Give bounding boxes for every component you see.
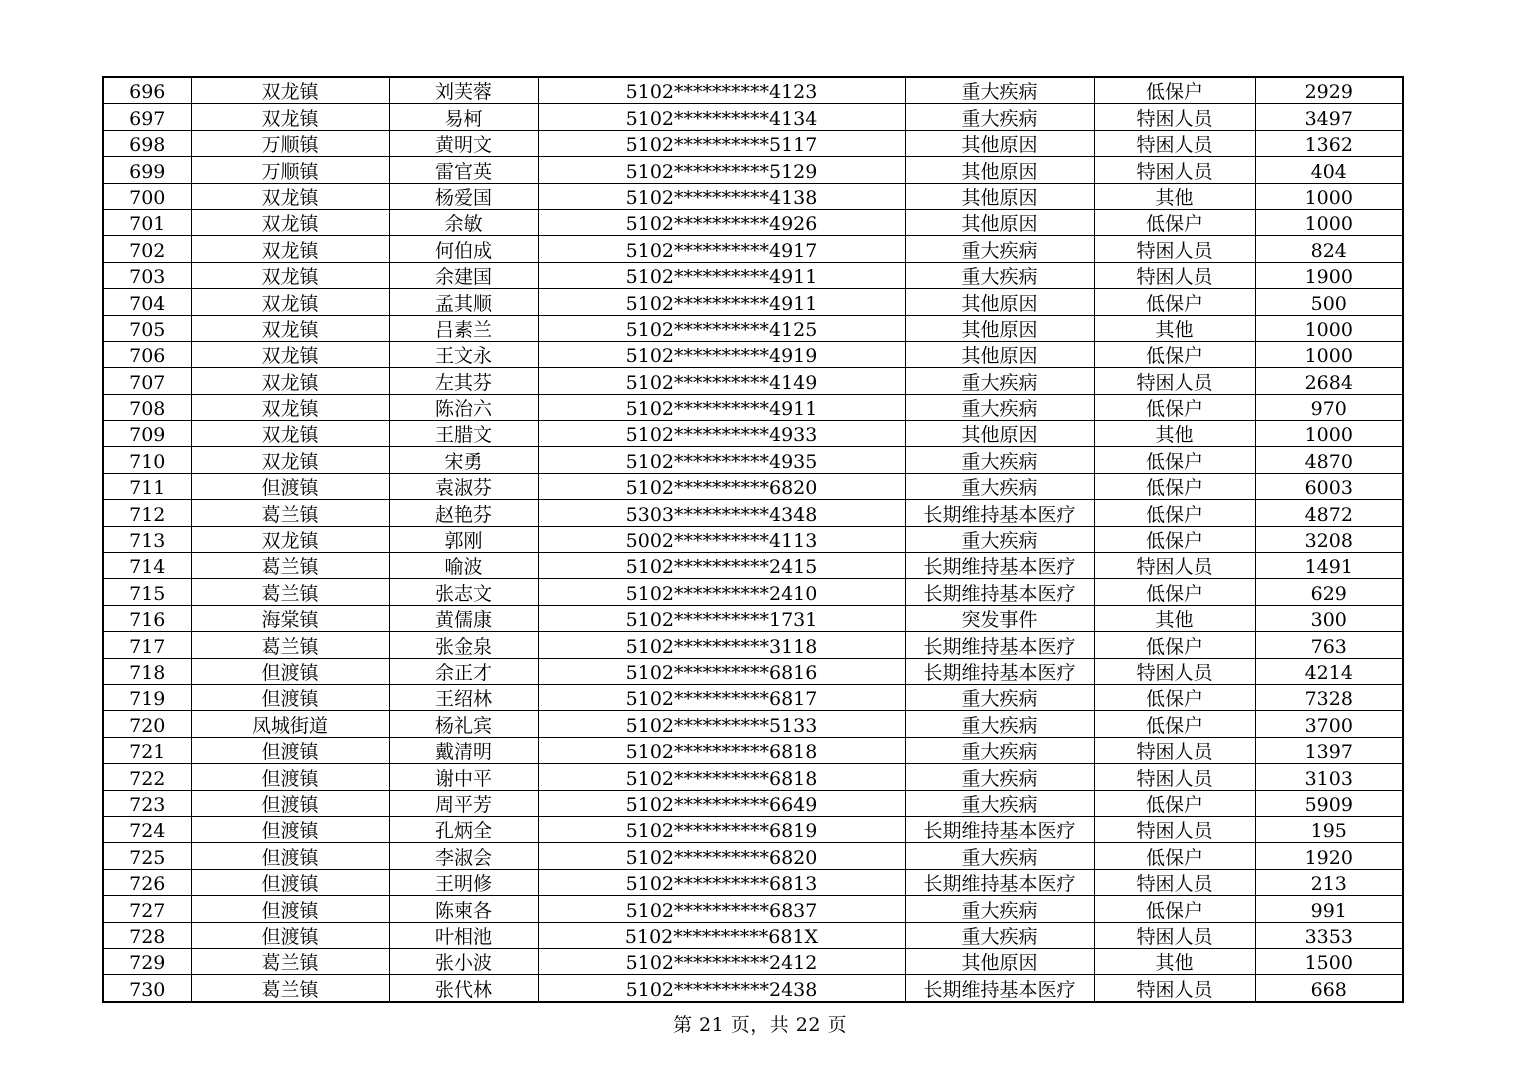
table-row (103, 209, 1403, 235)
records-table (102, 76, 1404, 1003)
row-number-cell: 696 (103, 77, 191, 104)
town-cell: 双龙镇 (191, 526, 389, 552)
reason-cell: 重大疾病 (905, 368, 1094, 394)
amount-cell: 6003 (1255, 473, 1403, 499)
id-number-cell: 5102**********3118 (538, 632, 905, 658)
category-cell: 其他 (1094, 605, 1255, 631)
name-cell: 张金泉 (389, 632, 538, 658)
row-number-cell: 707 (103, 368, 191, 394)
category-cell: 特困人员 (1094, 553, 1255, 579)
table-row (103, 473, 1403, 499)
id-number-cell: 5102**********681X (538, 922, 905, 948)
reason-cell: 重大疾病 (905, 711, 1094, 737)
reason-cell: 其他原因 (905, 130, 1094, 156)
category-cell: 特困人员 (1094, 130, 1255, 156)
amount-cell: 2684 (1255, 368, 1403, 394)
table-row (103, 262, 1403, 288)
reason-cell: 重大疾病 (905, 790, 1094, 816)
town-cell: 但渡镇 (191, 843, 389, 869)
reason-cell: 长期维持基本医疗 (905, 869, 1094, 895)
name-cell: 余正才 (389, 658, 538, 684)
amount-cell: 1900 (1255, 262, 1403, 288)
town-cell: 凤城街道 (191, 711, 389, 737)
id-number-cell: 5102**********1731 (538, 605, 905, 631)
reason-cell: 重大疾病 (905, 473, 1094, 499)
reason-cell: 其他原因 (905, 341, 1094, 367)
name-cell: 雷官英 (389, 157, 538, 183)
table-row (103, 236, 1403, 262)
row-number-cell: 717 (103, 632, 191, 658)
row-number-cell: 725 (103, 843, 191, 869)
amount-cell: 970 (1255, 394, 1403, 420)
name-cell: 黄明文 (389, 130, 538, 156)
table-row (103, 157, 1403, 183)
category-cell: 特困人员 (1094, 737, 1255, 763)
table-row (103, 684, 1403, 710)
category-cell: 低保户 (1094, 500, 1255, 526)
table-row (103, 711, 1403, 737)
name-cell: 李淑会 (389, 843, 538, 869)
category-cell: 其他 (1094, 315, 1255, 341)
reason-cell: 重大疾病 (905, 526, 1094, 552)
town-cell: 双龙镇 (191, 421, 389, 447)
id-number-cell: 5102**********5129 (538, 157, 905, 183)
table-row (103, 447, 1403, 473)
row-number-cell: 719 (103, 684, 191, 710)
amount-cell: 3353 (1255, 922, 1403, 948)
town-cell: 葛兰镇 (191, 975, 389, 1002)
id-number-cell: 5102**********6837 (538, 896, 905, 922)
table-row (103, 553, 1403, 579)
id-number-cell: 5102**********4911 (538, 394, 905, 420)
reason-cell: 其他原因 (905, 289, 1094, 315)
amount-cell: 7328 (1255, 684, 1403, 710)
amount-cell: 824 (1255, 236, 1403, 262)
id-number-cell: 5102**********6813 (538, 869, 905, 895)
row-number-cell: 728 (103, 922, 191, 948)
category-cell: 低保户 (1094, 579, 1255, 605)
amount-cell: 3497 (1255, 104, 1403, 130)
category-cell: 低保户 (1094, 711, 1255, 737)
reason-cell: 重大疾病 (905, 922, 1094, 948)
category-cell: 低保户 (1094, 473, 1255, 499)
town-cell: 万顺镇 (191, 157, 389, 183)
name-cell: 左其芬 (389, 368, 538, 394)
town-cell: 但渡镇 (191, 737, 389, 763)
row-number-cell: 718 (103, 658, 191, 684)
category-cell: 特困人员 (1094, 262, 1255, 288)
reason-cell: 长期维持基本医疗 (905, 816, 1094, 842)
category-cell: 低保户 (1094, 526, 1255, 552)
id-number-cell: 5102**********2412 (538, 948, 905, 974)
town-cell: 但渡镇 (191, 684, 389, 710)
category-cell: 特困人员 (1094, 975, 1255, 1002)
name-cell: 王明修 (389, 869, 538, 895)
table-row (103, 869, 1403, 895)
table-row (103, 922, 1403, 948)
category-cell: 特困人员 (1094, 764, 1255, 790)
row-number-cell: 710 (103, 447, 191, 473)
name-cell: 黄儒康 (389, 605, 538, 631)
id-number-cell: 5102**********6819 (538, 816, 905, 842)
table-row (103, 975, 1403, 1002)
amount-cell: 1397 (1255, 737, 1403, 763)
reason-cell: 重大疾病 (905, 447, 1094, 473)
name-cell: 张代林 (389, 975, 538, 1002)
id-number-cell: 5102**********4917 (538, 236, 905, 262)
reason-cell: 其他原因 (905, 421, 1094, 447)
category-cell: 其他 (1094, 183, 1255, 209)
id-number-cell: 5303**********4348 (538, 500, 905, 526)
row-number-cell: 715 (103, 579, 191, 605)
id-number-cell: 5102**********4149 (538, 368, 905, 394)
reason-cell: 重大疾病 (905, 236, 1094, 262)
table-row (103, 289, 1403, 315)
amount-cell: 1500 (1255, 948, 1403, 974)
amount-cell: 763 (1255, 632, 1403, 658)
row-number-cell: 730 (103, 975, 191, 1002)
table-row (103, 315, 1403, 341)
table-row (103, 341, 1403, 367)
row-number-cell: 726 (103, 869, 191, 895)
town-cell: 海棠镇 (191, 605, 389, 631)
name-cell: 周平芳 (389, 790, 538, 816)
reason-cell: 长期维持基本医疗 (905, 632, 1094, 658)
row-number-cell: 705 (103, 315, 191, 341)
category-cell: 其他 (1094, 421, 1255, 447)
reason-cell: 其他原因 (905, 315, 1094, 341)
name-cell: 张小波 (389, 948, 538, 974)
name-cell: 戴清明 (389, 737, 538, 763)
name-cell: 陈治六 (389, 394, 538, 420)
id-number-cell: 5102**********6820 (538, 473, 905, 499)
name-cell: 何伯成 (389, 236, 538, 262)
name-cell: 余建国 (389, 262, 538, 288)
town-cell: 万顺镇 (191, 130, 389, 156)
reason-cell: 重大疾病 (905, 104, 1094, 130)
row-number-cell: 700 (103, 183, 191, 209)
id-number-cell: 5102**********4134 (538, 104, 905, 130)
amount-cell: 3208 (1255, 526, 1403, 552)
table-row (103, 790, 1403, 816)
town-cell: 双龙镇 (191, 183, 389, 209)
category-cell: 特困人员 (1094, 236, 1255, 262)
town-cell: 双龙镇 (191, 341, 389, 367)
category-cell: 特困人员 (1094, 869, 1255, 895)
category-cell: 特困人员 (1094, 922, 1255, 948)
table-row (103, 632, 1403, 658)
id-number-cell: 5102**********4138 (538, 183, 905, 209)
table-row (103, 183, 1403, 209)
row-number-cell: 708 (103, 394, 191, 420)
name-cell: 孟其顺 (389, 289, 538, 315)
name-cell: 袁淑芬 (389, 473, 538, 499)
amount-cell: 500 (1255, 289, 1403, 315)
reason-cell: 长期维持基本医疗 (905, 553, 1094, 579)
id-number-cell: 5102**********5117 (538, 130, 905, 156)
table-row (103, 500, 1403, 526)
reason-cell: 重大疾病 (905, 764, 1094, 790)
page-footer: 第 21 页，共 22 页 (672, 1014, 847, 1036)
amount-cell: 629 (1255, 579, 1403, 605)
row-number-cell: 712 (103, 500, 191, 526)
reason-cell: 重大疾病 (905, 77, 1094, 104)
amount-cell: 404 (1255, 157, 1403, 183)
category-cell: 特困人员 (1094, 104, 1255, 130)
town-cell: 葛兰镇 (191, 579, 389, 605)
row-number-cell: 711 (103, 473, 191, 499)
id-number-cell: 5102**********2438 (538, 975, 905, 1002)
id-number-cell: 5102**********5133 (538, 711, 905, 737)
table-row (103, 104, 1403, 130)
town-cell: 双龙镇 (191, 289, 389, 315)
town-cell: 葛兰镇 (191, 553, 389, 579)
town-cell: 双龙镇 (191, 368, 389, 394)
table-row (103, 896, 1403, 922)
row-number-cell: 729 (103, 948, 191, 974)
row-number-cell: 714 (103, 553, 191, 579)
category-cell: 低保户 (1094, 289, 1255, 315)
table-row (103, 764, 1403, 790)
town-cell: 双龙镇 (191, 394, 389, 420)
table-row (103, 130, 1403, 156)
category-cell: 低保户 (1094, 790, 1255, 816)
id-number-cell: 5102**********4919 (538, 341, 905, 367)
row-number-cell: 709 (103, 421, 191, 447)
row-number-cell: 704 (103, 289, 191, 315)
name-cell: 杨礼宾 (389, 711, 538, 737)
amount-cell: 1920 (1255, 843, 1403, 869)
town-cell: 双龙镇 (191, 209, 389, 235)
town-cell: 但渡镇 (191, 869, 389, 895)
row-number-cell: 723 (103, 790, 191, 816)
category-cell: 特困人员 (1094, 368, 1255, 394)
table-row (103, 579, 1403, 605)
town-cell: 葛兰镇 (191, 632, 389, 658)
amount-cell: 3700 (1255, 711, 1403, 737)
id-number-cell: 5102**********4123 (538, 77, 905, 104)
town-cell: 但渡镇 (191, 790, 389, 816)
amount-cell: 4214 (1255, 658, 1403, 684)
amount-cell: 3103 (1255, 764, 1403, 790)
id-number-cell: 5102**********6816 (538, 658, 905, 684)
amount-cell: 1000 (1255, 315, 1403, 341)
name-cell: 宋勇 (389, 447, 538, 473)
category-cell: 低保户 (1094, 632, 1255, 658)
table-row (103, 816, 1403, 842)
name-cell: 王腊文 (389, 421, 538, 447)
reason-cell: 重大疾病 (905, 843, 1094, 869)
name-cell: 杨爱国 (389, 183, 538, 209)
id-number-cell: 5102**********4125 (538, 315, 905, 341)
town-cell: 双龙镇 (191, 104, 389, 130)
name-cell: 孔炳全 (389, 816, 538, 842)
reason-cell: 长期维持基本医疗 (905, 658, 1094, 684)
category-cell: 特困人员 (1094, 157, 1255, 183)
town-cell: 但渡镇 (191, 764, 389, 790)
town-cell: 但渡镇 (191, 922, 389, 948)
table-row (103, 526, 1403, 552)
table-row (103, 948, 1403, 974)
amount-cell: 1000 (1255, 421, 1403, 447)
town-cell: 但渡镇 (191, 896, 389, 922)
name-cell: 陈柬各 (389, 896, 538, 922)
name-cell: 谢中平 (389, 764, 538, 790)
row-number-cell: 713 (103, 526, 191, 552)
id-number-cell: 5102**********6818 (538, 737, 905, 763)
id-number-cell: 5102**********4911 (538, 262, 905, 288)
amount-cell: 1000 (1255, 209, 1403, 235)
amount-cell: 1362 (1255, 130, 1403, 156)
category-cell: 低保户 (1094, 77, 1255, 104)
town-cell: 双龙镇 (191, 315, 389, 341)
id-number-cell: 5002**********4113 (538, 526, 905, 552)
amount-cell: 668 (1255, 975, 1403, 1002)
amount-cell: 5909 (1255, 790, 1403, 816)
name-cell: 王绍林 (389, 684, 538, 710)
amount-cell: 1000 (1255, 183, 1403, 209)
amount-cell: 300 (1255, 605, 1403, 631)
table-row (103, 737, 1403, 763)
id-number-cell: 5102**********2410 (538, 579, 905, 605)
amount-cell: 1000 (1255, 341, 1403, 367)
reason-cell: 其他原因 (905, 948, 1094, 974)
id-number-cell: 5102**********2415 (538, 553, 905, 579)
amount-cell: 1491 (1255, 553, 1403, 579)
town-cell: 但渡镇 (191, 816, 389, 842)
row-number-cell: 720 (103, 711, 191, 737)
reason-cell: 重大疾病 (905, 262, 1094, 288)
name-cell: 刘芙蓉 (389, 77, 538, 104)
table-row (103, 77, 1403, 104)
table-row (103, 605, 1403, 631)
town-cell: 双龙镇 (191, 77, 389, 104)
amount-cell: 2929 (1255, 77, 1403, 104)
reason-cell: 长期维持基本医疗 (905, 975, 1094, 1002)
town-cell: 双龙镇 (191, 447, 389, 473)
reason-cell: 其他原因 (905, 183, 1094, 209)
row-number-cell: 706 (103, 341, 191, 367)
town-cell: 但渡镇 (191, 658, 389, 684)
row-number-cell: 724 (103, 816, 191, 842)
town-cell: 双龙镇 (191, 236, 389, 262)
name-cell: 喻波 (389, 553, 538, 579)
row-number-cell: 697 (103, 104, 191, 130)
id-number-cell: 5102**********6820 (538, 843, 905, 869)
row-number-cell: 699 (103, 157, 191, 183)
name-cell: 赵艳芬 (389, 500, 538, 526)
amount-cell: 4872 (1255, 500, 1403, 526)
reason-cell: 重大疾病 (905, 896, 1094, 922)
amount-cell: 213 (1255, 869, 1403, 895)
amount-cell: 991 (1255, 896, 1403, 922)
name-cell: 余敏 (389, 209, 538, 235)
category-cell: 其他 (1094, 948, 1255, 974)
category-cell: 低保户 (1094, 843, 1255, 869)
reason-cell: 突发事件 (905, 605, 1094, 631)
row-number-cell: 701 (103, 209, 191, 235)
category-cell: 特困人员 (1094, 816, 1255, 842)
table-row (103, 843, 1403, 869)
reason-cell: 重大疾病 (905, 684, 1094, 710)
records-table-container (102, 76, 1402, 1003)
amount-cell: 4870 (1255, 447, 1403, 473)
row-number-cell: 703 (103, 262, 191, 288)
name-cell: 叶相池 (389, 922, 538, 948)
name-cell: 王文永 (389, 341, 538, 367)
reason-cell: 重大疾病 (905, 737, 1094, 763)
row-number-cell: 698 (103, 130, 191, 156)
id-number-cell: 5102**********6817 (538, 684, 905, 710)
category-cell: 低保户 (1094, 896, 1255, 922)
table-row (103, 368, 1403, 394)
reason-cell: 长期维持基本医疗 (905, 500, 1094, 526)
category-cell: 低保户 (1094, 684, 1255, 710)
row-number-cell: 727 (103, 896, 191, 922)
row-number-cell: 721 (103, 737, 191, 763)
town-cell: 葛兰镇 (191, 948, 389, 974)
name-cell: 易柯 (389, 104, 538, 130)
name-cell: 张志文 (389, 579, 538, 605)
reason-cell: 长期维持基本医疗 (905, 579, 1094, 605)
id-number-cell: 5102**********4935 (538, 447, 905, 473)
row-number-cell: 722 (103, 764, 191, 790)
category-cell: 低保户 (1094, 341, 1255, 367)
category-cell: 特困人员 (1094, 658, 1255, 684)
reason-cell: 其他原因 (905, 157, 1094, 183)
category-cell: 低保户 (1094, 394, 1255, 420)
id-number-cell: 5102**********6818 (538, 764, 905, 790)
row-number-cell: 702 (103, 236, 191, 262)
table-row (103, 421, 1403, 447)
id-number-cell: 5102**********4926 (538, 209, 905, 235)
name-cell: 郭刚 (389, 526, 538, 552)
category-cell: 低保户 (1094, 447, 1255, 473)
id-number-cell: 5102**********6649 (538, 790, 905, 816)
amount-cell: 195 (1255, 816, 1403, 842)
id-number-cell: 5102**********4933 (538, 421, 905, 447)
name-cell: 吕素兰 (389, 315, 538, 341)
id-number-cell: 5102**********4911 (538, 289, 905, 315)
row-number-cell: 716 (103, 605, 191, 631)
table-row (103, 658, 1403, 684)
town-cell: 葛兰镇 (191, 500, 389, 526)
reason-cell: 其他原因 (905, 209, 1094, 235)
table-body (103, 77, 1403, 1002)
table-row (103, 394, 1403, 420)
town-cell: 双龙镇 (191, 262, 389, 288)
category-cell: 低保户 (1094, 209, 1255, 235)
reason-cell: 重大疾病 (905, 394, 1094, 420)
town-cell: 但渡镇 (191, 473, 389, 499)
